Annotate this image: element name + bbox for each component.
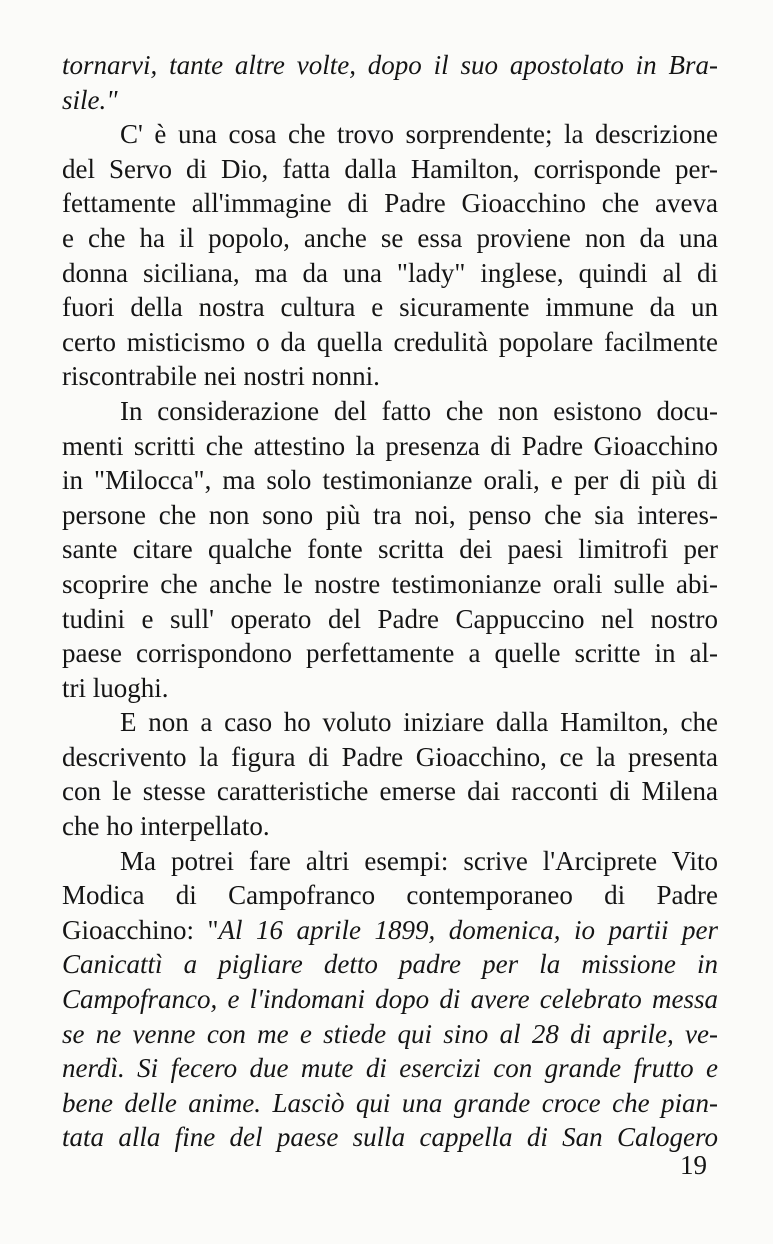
text-line: paese corrispondono perfettamente a quelle scritte in al-	[62, 638, 718, 669]
text-line: tata alla fine del paese sulla cappella di San Calogero	[62, 1122, 718, 1153]
text-line: Canicattì a pigliare detto padre per la missione in	[62, 949, 718, 980]
text-line: che ho interpellato.	[62, 811, 270, 842]
paragraph	[62, 394, 718, 705]
text-line: fuori della nostra cultura e sicuramente immune da un	[62, 292, 718, 323]
paragraph	[62, 844, 718, 1155]
text-line: E non a caso ho voluto iniziare dalla Hamilton, che	[120, 707, 718, 738]
text-line	[62, 913, 718, 948]
text-line: C' è una cosa che trovo sorprendente; la descrizione	[120, 119, 718, 150]
text-line: e che ha il popolo, anche se essa proviene non da una	[62, 222, 718, 253]
text-line: Modica di Campofranco contemporaneo di Padre	[62, 880, 718, 911]
text-line: Campofranco, e l'indomani dopo di avere celebrato messa	[62, 984, 718, 1015]
text-line: nerdì. Si fecero due mute di esercizi con grande frutto e	[62, 1053, 718, 1084]
text-segment: Gioacchino: "	[62, 914, 219, 945]
paragraph	[62, 705, 718, 843]
text-line: persone che non sono più tra noi, penso che sia interes-	[62, 499, 718, 530]
text-line: con le stesse caratteristiche emerse dai racconti di Milena	[62, 776, 718, 807]
text-line: certo misticismo o da quella credulità popolare facilmente	[62, 326, 718, 357]
text-line: del Servo di Dio, fatta dalla Hamilton, corrisponde per-	[62, 153, 718, 184]
text-line: sile."	[62, 84, 118, 115]
text-line: tri luoghi.	[62, 672, 169, 703]
text-line: in "Milocca", ma solo testimonianze orali, e per di più di	[62, 465, 718, 496]
text-segment: Al 16 aprile 1899, domenica, io partii per	[218, 914, 718, 945]
text-line: menti scritti che attestino la presenza di Padre Gioacchino	[62, 430, 718, 461]
paragraph	[62, 48, 718, 117]
text-line: scoprire che anche le nostre testimonianze orali sulle abi-	[62, 568, 718, 599]
paragraph	[62, 117, 718, 394]
text-line: tornarvi, tante altre volte, dopo il suo apostolato in Bra-	[62, 50, 718, 80]
text-line: donna siciliana, ma da una "lady" inglese, quindi al di	[62, 257, 718, 288]
text-line: In considerazione del fatto che non esistono docu-	[120, 395, 718, 426]
text-line: riscontrabile nei nostri nonni.	[62, 361, 380, 392]
text-line: tudini e sull' operato del Padre Cappuccino nel nostro	[62, 603, 718, 634]
text-line: sante citare qualche fonte scritta dei paesi limitrofi per	[62, 534, 718, 565]
text-line: fettamente all'immagine di Padre Gioacchino che aveva	[62, 188, 718, 219]
page-number: 19	[680, 1150, 707, 1180]
text-line: bene delle anime. Lasciò qui una grande croce che pian-	[62, 1087, 718, 1118]
text-line: descrivento la figura di Padre Gioacchino, ce la presenta	[62, 741, 718, 772]
body-text	[62, 48, 718, 1155]
text-line: se ne venne con me e stiede qui sino al 28 di aprile, ve-	[62, 1018, 718, 1049]
text-line: Ma potrei fare altri esempi: scrive l'Arciprete Vito	[120, 845, 718, 876]
